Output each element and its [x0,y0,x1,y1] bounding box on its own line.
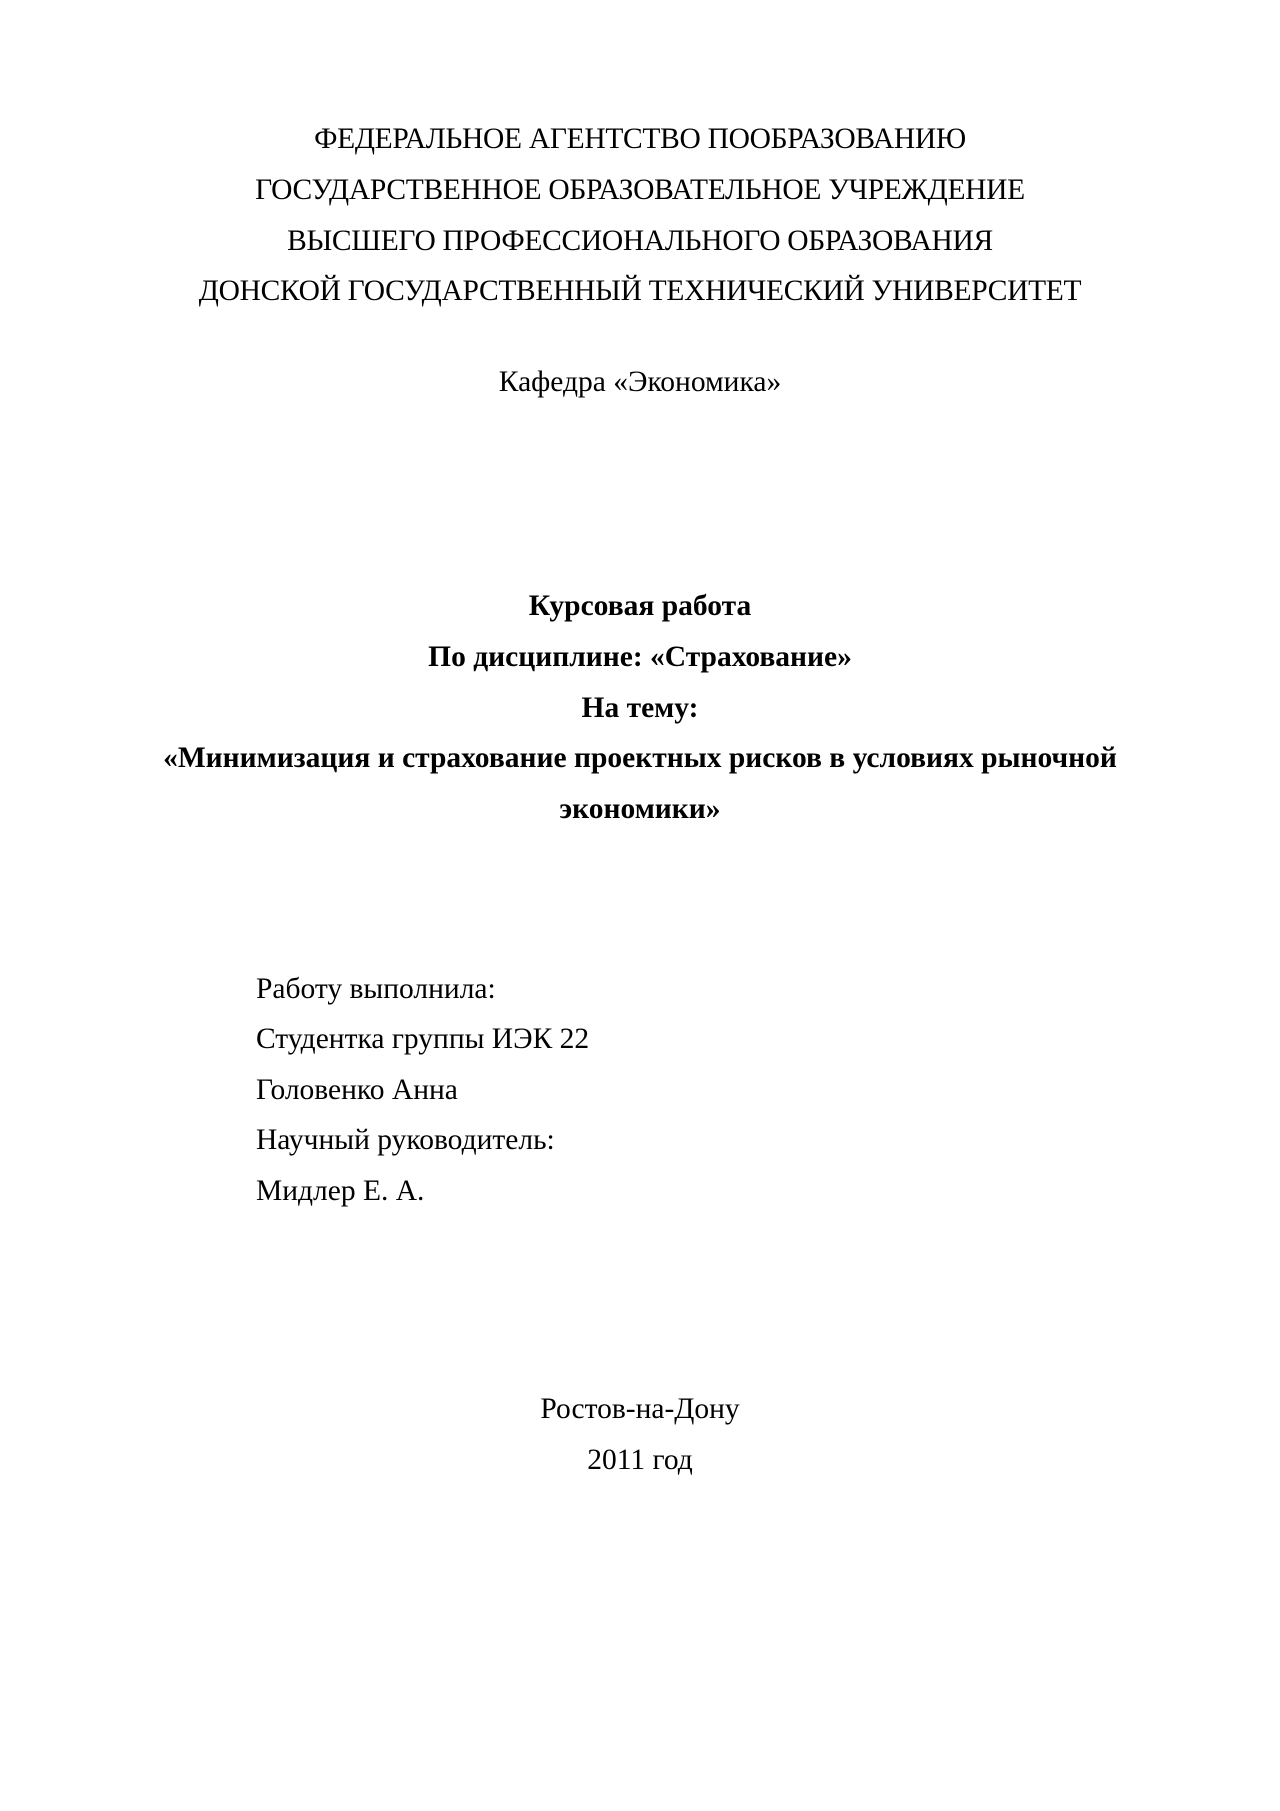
city: Ростов-на-Дону [540,1393,740,1425]
student-name: Головенко Анна [256,1074,458,1106]
header-line-education-level: ВЫСШЕГО ПРОФЕССИОНАЛЬНОГО ОБРАЗОВАНИЯ [287,225,993,257]
department-name: Кафедра «Экономика» [498,366,782,398]
header-line-university: ДОНСКОЙ ГОСУДАРСТВЕННЫЙ ТЕХНИЧЕСКИЙ УНИВЕРСИТЕТ [198,275,1082,307]
discipline: По дисциплине: «Страхование» [428,641,852,673]
topic-title-line-2: экономики» [559,793,721,825]
header-line-agency: ФЕДЕРАЛЬНОЕ АГЕНТСТВО ПООБРАЗОВАНИЮ [314,123,966,155]
work-type: Курсовая работа [528,590,752,622]
topic-title-line-1: «Минимизация и страхование проектных рисков в условиях рыночной [163,742,1117,774]
performed-by-label: Работу выполнила: [256,973,496,1005]
student-group: Студентка группы ИЭК 22 [256,1023,590,1055]
supervisor-label: Научный руководитель: [256,1124,555,1156]
header-line-institution: ГОСУДАРСТВЕННОЕ ОБРАЗОВАТЕЛЬНОЕ УЧРЕЖДЕНИЕ [255,174,1025,206]
topic-label: На тему: [581,692,699,724]
year: 2011 год [587,1444,693,1476]
supervisor-name: Мидлер Е. А. [256,1175,425,1207]
